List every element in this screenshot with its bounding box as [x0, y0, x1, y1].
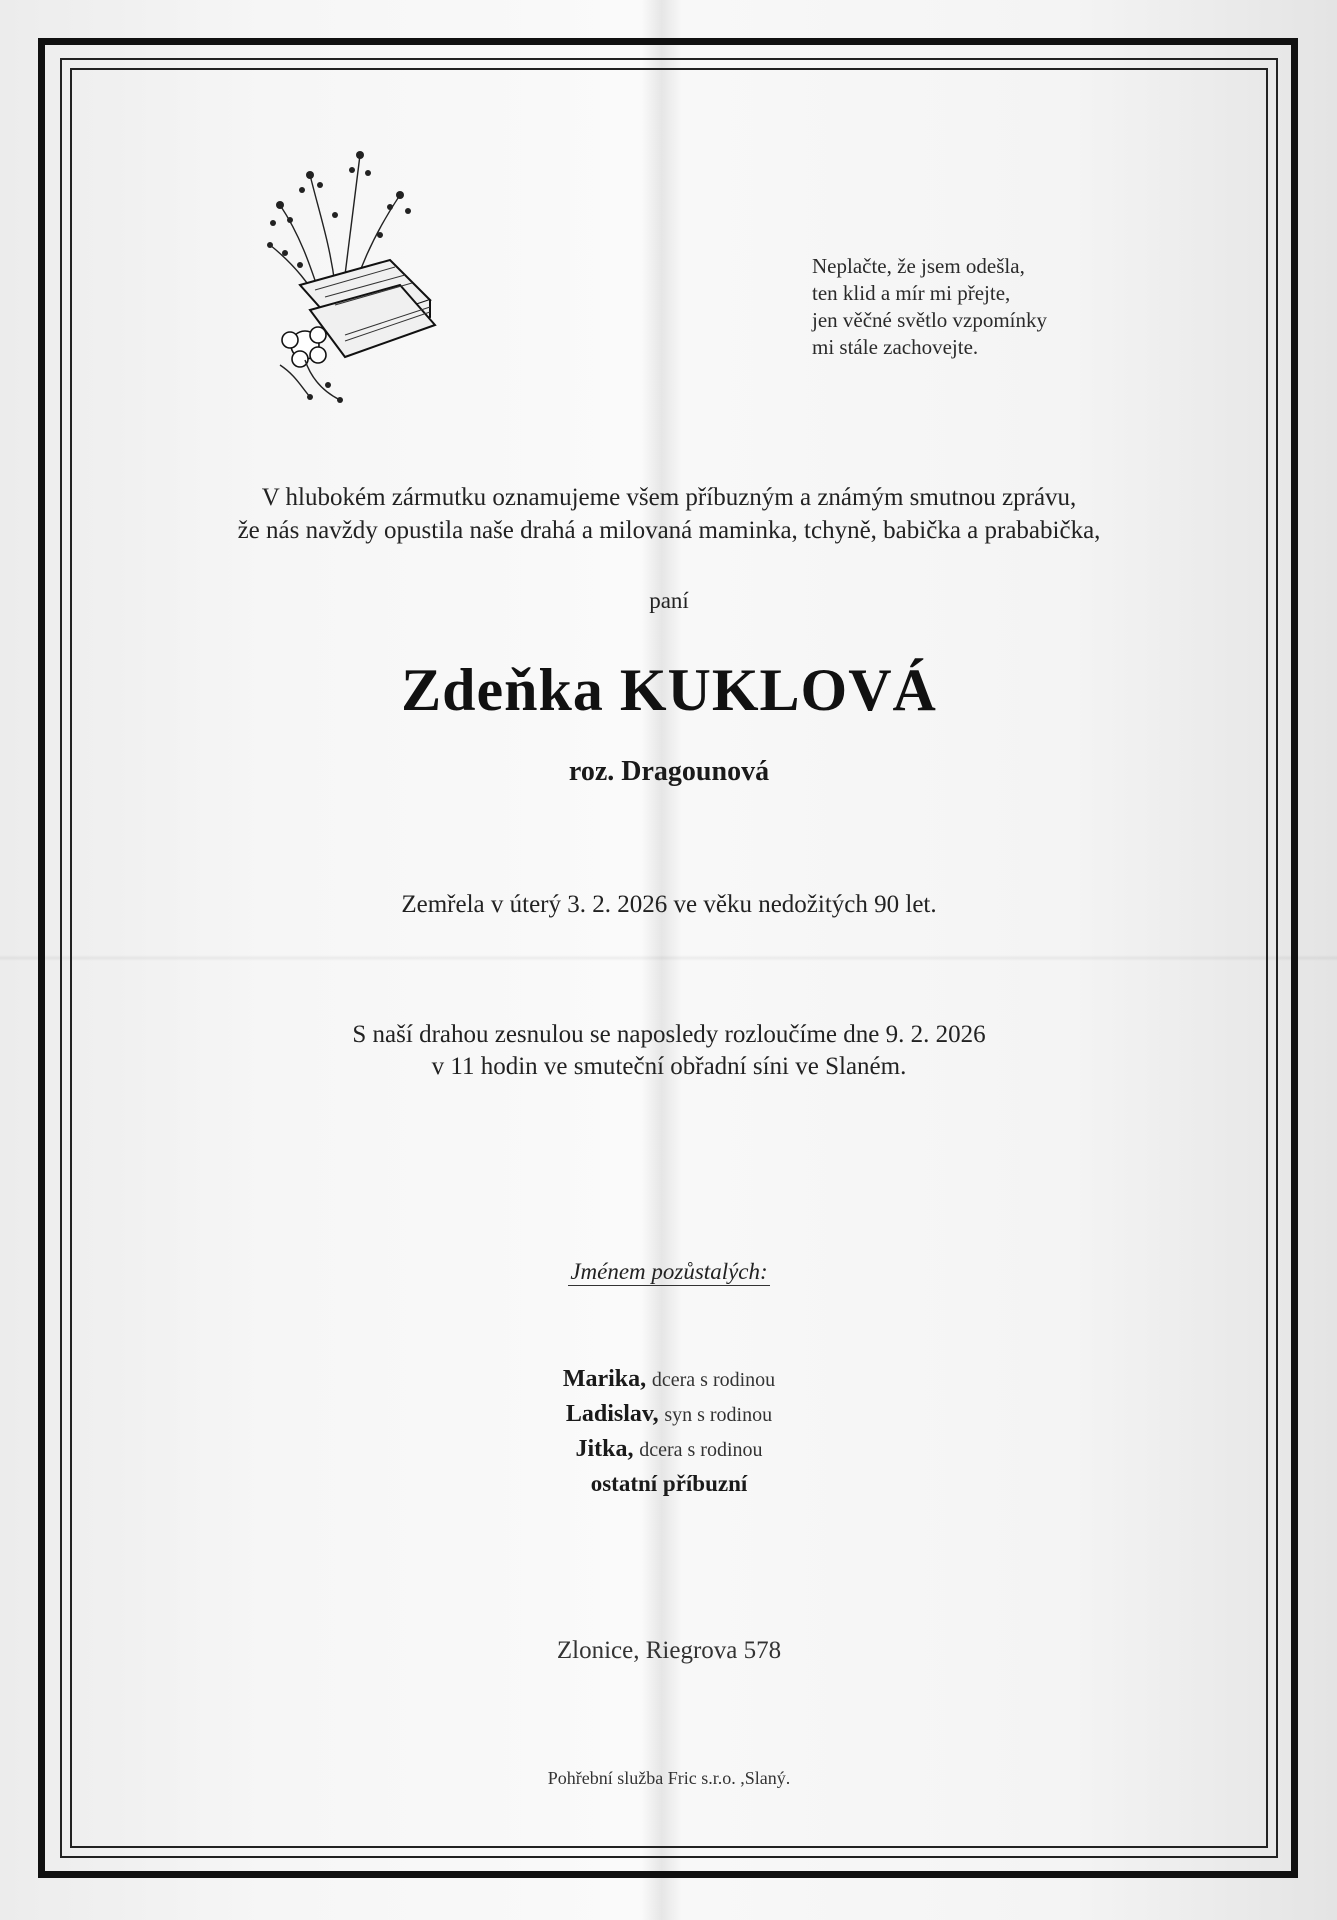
death-notice: Zemřela v úterý 3. 2. 2026 ve věku nedožitých 90 let. [401, 891, 937, 918]
behalf-heading [70, 1259, 1268, 1285]
mourner-item [70, 1362, 1268, 1397]
book-and-flowers-illustration [240, 135, 460, 405]
announcement-intro [70, 481, 1268, 547]
poem-line: ten klid a mír mi přejte, [812, 281, 1011, 305]
intro-line-1: V hlubokém zármutku oznamujeme všem příbuzným a známým smutnou zprávu, [261, 484, 1077, 511]
mourner-name: Jitka, [575, 1436, 634, 1462]
mourners-list [70, 1362, 1268, 1500]
mourner-relation: dcera s rodinou [639, 1439, 763, 1461]
poem-line: jen věčné světlo vzpomínky [812, 308, 1048, 332]
deceased-name: Zdeňka KUKLOVÁ [401, 657, 937, 723]
mourner-relation: syn s rodinou [664, 1404, 773, 1426]
mourner-name: Ladislav, [565, 1401, 659, 1427]
poem-line: Neplačte, že jsem odešla, [812, 254, 1025, 278]
mourner-item [70, 1432, 1268, 1467]
farewell-line-2: v 11 hodin ve smuteční obřadní síni ve Slaném. [431, 1053, 907, 1080]
mourner-relation: dcera s rodinou [651, 1369, 776, 1391]
farewell-details [70, 1019, 1268, 1083]
maiden-name: roz. Dragounová [568, 756, 770, 787]
funeral-service-credit: Pohřební služba Fric s.r.o. ,Slaný. [547, 1768, 791, 1788]
mourner-name: Marika, [562, 1366, 647, 1392]
memorial-poem [812, 253, 1112, 361]
poem-line: mi stále zachovejte. [812, 335, 979, 359]
mourner-item [70, 1397, 1268, 1432]
behalf-label: Jménem pozůstalých: [570, 1259, 768, 1284]
other-relatives: ostatní příbuzní [590, 1471, 748, 1496]
family-address: Zlonice, Riegrova 578 [556, 1637, 782, 1664]
intro-line-2: že nás navždy opustila naše drahá a milovaná maminka, tchyně, babička a prababička, [237, 517, 1101, 544]
salutation: paní [649, 588, 689, 613]
farewell-line-1: S naší drahou zesnulou se naposledy rozloučíme dne 9. 2. 2026 [352, 1021, 986, 1048]
